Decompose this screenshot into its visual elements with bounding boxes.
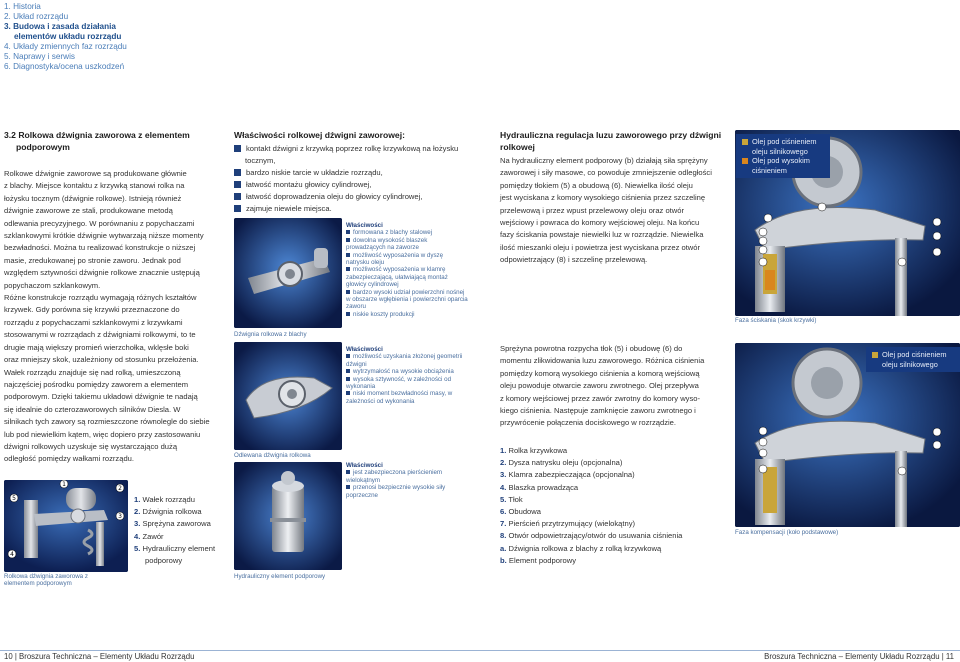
- part-item: 2. Dysza natrysku oleju (opcjonalna): [500, 458, 623, 468]
- bullet-square-icon: [234, 169, 241, 176]
- text-line: Wałek rozrządu znajduje się nad rolką, umieszczoną: [4, 367, 181, 377]
- oil-swatch-icon: [742, 139, 748, 145]
- text-line: ilość mieszanki oleju i powietrza jest wyciskana przez otwór: [500, 242, 701, 252]
- text-line: względem sztywności dźwignie rolkowe znacznie ustępują: [4, 268, 200, 278]
- property-note: niski moment bezwładności masy, w zależności od wykonania: [346, 390, 453, 405]
- properties-box-title: Właściwości: [346, 462, 383, 469]
- callout-number: 3: [118, 513, 122, 520]
- text-line: lub pod niewielkim kątem, więc dopiero przy zastosowaniu: [4, 429, 201, 439]
- regulation-title-cont: rolkowej: [500, 141, 535, 152]
- properties-list: [234, 143, 474, 216]
- property-item: zajmuje niewiele miejsca.: [234, 203, 474, 215]
- bullet-square-icon: [234, 193, 241, 200]
- text-line: przelewową i przez wpust przelewowy oleju oraz otwór: [500, 205, 685, 215]
- figure-caption-line: elementem podporowym: [4, 580, 72, 588]
- property-note: formowana z blachy stalowej: [346, 229, 468, 236]
- text-line: odległość pomiędzy wałkami rozrządu.: [4, 454, 134, 464]
- high-pressure-swatch-icon: [742, 158, 748, 164]
- legend-entry: oleju silnikowego: [882, 359, 938, 369]
- text-line: jest wyciskana z komory wysokiego ciśnienia przez szczelinę: [500, 193, 706, 203]
- properties-box: [346, 462, 468, 499]
- legend-item: 3. Sprężyna zaworowa: [134, 519, 211, 529]
- body-text-col3-b: [500, 343, 732, 430]
- property-note: możliwość uzyskania złożonej geometrii dźwigni: [346, 353, 463, 368]
- text-line: stosowanymi w rozrządach z dźwigniami rolkowymi, to te: [4, 330, 196, 340]
- property-note: dowolna wysokość blaszek prowadzących na zaworze: [346, 236, 428, 252]
- hydraulic-support-figure: [234, 462, 342, 570]
- text-line: z blachy. Miejsce kontaktu z krzywką stanowi rolka na: [4, 181, 185, 191]
- text-line: najczęściej pośrodku pomiędzy zaworem a elementem: [4, 379, 189, 389]
- part-item: 3. Klamra zabezpieczająca (opcjonalna): [500, 470, 635, 480]
- property-item: kontakt dźwigni z krzywką poprzez rolkę krzywkową na łożysku tocznym,: [234, 143, 474, 167]
- bullet-square-icon: [234, 145, 241, 152]
- toc-item[interactable]: 4. Układy zmiennych faz rozrządu: [4, 42, 127, 51]
- text-line: rozrządu z popychaczami szklankowymi z krzywkami: [4, 317, 183, 327]
- text-line: pomiędzy tłokiem (5) a obudową (6). Niewielka ilość oleju: [500, 180, 693, 190]
- section-title: 3.2 Rolkowa dźwignia zaworowa z elementem: [4, 130, 190, 140]
- text-line: pomiędzy komorą wysokiego ciśnienia a komorą wejściową: [500, 368, 700, 378]
- property-note: wytrzymałość na wysokie obciążenia: [346, 368, 468, 375]
- footer-divider: [0, 650, 960, 651]
- oil-swatch-icon: [872, 352, 878, 358]
- bullet-square-icon: [234, 181, 241, 188]
- text-line: bezwładności. Można tu realizować konstrukcje o niższej: [4, 243, 196, 253]
- text-line: odlewania precyzyjnego. W porównaniu z popychaczami: [4, 218, 195, 228]
- oil-legend-bottom: [866, 347, 960, 372]
- property-note: wysoka sztywność, w zależności od wykonania: [346, 375, 452, 391]
- property-item: łatwość montażu głowicy cylindrowej,: [234, 179, 474, 191]
- legend-item: 5. Hydrauliczny element: [134, 543, 216, 553]
- text-line: Sprężyna powrotna rozpycha tłok (5) i obudowę (6) do: [500, 344, 683, 353]
- legend-entry: Olej pod ciśnieniem: [872, 350, 954, 360]
- property-note: bardzo wysoki udział powierzchni nośnej w obszarze wgłębienia i powierzchni oparcia zaworu: [346, 288, 468, 311]
- text-line: Różne konstrukcje rozrządu wymagają różnych kształtów: [4, 293, 197, 303]
- text-line: Rolkowe dźwignie zaworowe są produkowane głównie: [4, 169, 187, 178]
- callout-number: 2: [118, 485, 122, 492]
- properties-box: [346, 346, 468, 405]
- text-line: przywrócenie połączenia dociskowego w rozrządzie.: [500, 418, 677, 428]
- text-line: podporowym. Dzięki takiemu układowi dźwignie te nadają: [4, 392, 198, 402]
- text-line: oleju powoduje otwarcie zaworu zwrotnego. Olej przepływa: [500, 381, 699, 391]
- text-line: krzywek. Gdy porówna się krzywki przeznaczone do: [4, 305, 180, 315]
- properties-box-title: Właściwości: [346, 222, 383, 229]
- text-line: Na hydrauliczny element podporowy (b) działają siła sprężyny: [500, 156, 708, 165]
- text-line: oraz mniejszy skok, uzależniony od stosunku przełożenia.: [4, 355, 199, 365]
- legend-entry: ciśnieniem: [752, 165, 787, 175]
- part-item: a. Dźwignia rolkowa z blachy z rolką krzywkową: [500, 543, 662, 553]
- text-line: dźwignie zaworowe ze stali, produkowane metodą: [4, 206, 173, 216]
- regulation-title: Hydrauliczna regulacja luzu zaworowego przy dźwigni: [500, 130, 722, 140]
- text-line: kiego ciśnienia. Następuje zamknięcie zaworu zwrotnego i: [500, 406, 696, 416]
- toc-item-active-cont[interactable]: elementów układu rozrządu: [14, 32, 122, 41]
- text-line: masie, zredukowanej po stronie zaworu. Jednak pod: [4, 255, 181, 265]
- figure-caption: [4, 573, 128, 587]
- text-line: z komory wejściowej przez zawór zwrotny do komory wyso-: [500, 393, 701, 403]
- legend-item: 2. Dźwignia rolkowa: [134, 507, 202, 517]
- body-text-col3-a: [500, 155, 732, 267]
- text-line: drugie mają większy promień wierzchołka, wklęsłe boki: [4, 342, 189, 352]
- property-note: możliwość wyposażenia w dyszę natrysku oleju: [346, 251, 444, 267]
- oil-legend-top: [736, 134, 830, 178]
- property-item: łatwość doprowadzenia oleju do głowicy cylindrowej,: [234, 191, 474, 203]
- text-line: się idealnie do czterozaworowych silników Diesla. W: [4, 404, 181, 414]
- text-line: silnikach tych zawory są rozmieszczone równolegle do siebie: [4, 417, 210, 427]
- callout-number: 1: [62, 481, 66, 488]
- property-note: niskie koszty produkcji: [346, 311, 468, 318]
- property-item: bardzo niskie tarcie w układzie rozrządu,: [234, 167, 474, 179]
- legend-entry: Olej pod ciśnieniem: [742, 137, 824, 147]
- figure-legend: [134, 494, 230, 567]
- part-item: 7. Pierścień przytrzymujący (wielokątny): [500, 519, 636, 529]
- callout-number: 4: [10, 551, 14, 558]
- text-line: popychaczom szklankowym.: [4, 280, 101, 290]
- regulation-heading: [500, 130, 730, 153]
- figure-caption: Hydrauliczny element podporowy: [234, 573, 326, 580]
- text-line: szklankowymi krótkie dźwignie wytwarzają niższe momenty: [4, 231, 204, 241]
- text-line: wejściowy i powraca do komory wejściowej oleju. Na końcu: [500, 218, 700, 228]
- figure-caption-line: Rolkowa dźwignia zaworowa z: [4, 573, 88, 580]
- text-line: zaworowej i siły masowe, co powoduje zmniejszenie odległości: [500, 168, 712, 178]
- part-item: 8. Otwór odpowietrzający/otwór do usuwania ciśnienia: [500, 531, 683, 541]
- property-note: możliwość wyposażenia w klamrę zabezpieczającą, ułatwiającą montaż głowicy cylindrowej: [346, 266, 448, 289]
- text-line: momentu zlikwidowania luzu zaworowego. Różnica ciśnienia: [500, 356, 705, 366]
- properties-heading: Właściwości rolkowej dźwigni zaworowej:: [234, 130, 405, 140]
- parts-list: [500, 445, 732, 567]
- figure-caption: Dźwignia rolkowa z blachy: [234, 331, 307, 338]
- part-item: b. Element podporowy: [500, 555, 576, 565]
- legend-item: 4. Zawór: [134, 531, 164, 541]
- text-line: odpowietrzający (8) i szczelinę przelewową.: [500, 255, 648, 265]
- part-item: 1. Rolka krzywkowa: [500, 446, 568, 455]
- property-note: przenosi bezpiecznie wysokie siły poprzeczne: [346, 484, 446, 499]
- legend-entry: Olej pod wysokim: [742, 156, 824, 166]
- legend-item: 1. Wałek rozrządu: [134, 495, 195, 504]
- figure-caption: Faza kompensacji (koło podstawowe): [735, 529, 839, 536]
- text-line: łożysku tocznym (dźwignie rolkowe). Istnieją również: [4, 193, 182, 203]
- toc-item-active[interactable]: 3. Budowa i zasada działania: [4, 22, 116, 31]
- section-title-cont: podporowym: [16, 141, 70, 152]
- part-item: 6. Obudowa: [500, 507, 541, 517]
- table-of-contents: [4, 2, 127, 72]
- figure-caption: Faza ściskania (skok krzywki): [735, 317, 817, 324]
- footer-right: Broszura Techniczna – Elementy Układu Rozrządu | 11: [764, 652, 954, 661]
- callout-number: 5: [12, 495, 16, 502]
- legend-entry: oleju silnikowego: [752, 146, 808, 156]
- toc-item[interactable]: 5. Naprawy i serwis: [4, 52, 75, 61]
- toc-item[interactable]: 2. Układ rozrządu: [4, 12, 69, 21]
- bullet-square-icon: [234, 205, 241, 212]
- toc-item[interactable]: 6. Diagnostyka/ocena uszkodzeń: [4, 62, 125, 71]
- rocker-arm-figure: [4, 480, 128, 572]
- sheet-rocker-figure: [234, 218, 342, 328]
- legend-item: podporowy: [145, 556, 183, 566]
- figure-caption: Odlewana dźwignia rolkowa: [234, 452, 311, 459]
- footer-left: 10 | Broszura Techniczna – Elementy Układu Rozrządu: [4, 652, 195, 661]
- text-line: fazy ściskania powstaje niewielki luz w rozrządzie. Niewielka: [500, 230, 704, 240]
- section-heading: [4, 130, 224, 153]
- property-note: jest zabezpieczona pierścieniem wielokątnym: [346, 469, 443, 484]
- toc-item[interactable]: 1. Historia: [4, 2, 41, 11]
- part-item: 4. Blaszka prowadząca: [500, 482, 579, 492]
- properties-box: [346, 222, 468, 318]
- cast-rocker-figure: [234, 342, 342, 450]
- properties-box-title: Właściwości: [346, 346, 383, 353]
- body-text-col1: [4, 168, 226, 466]
- part-item: 5. Tłok: [500, 494, 523, 504]
- text-line: dźwigni rolkowych uzyskuje się wystarczająco dużą: [4, 441, 178, 451]
